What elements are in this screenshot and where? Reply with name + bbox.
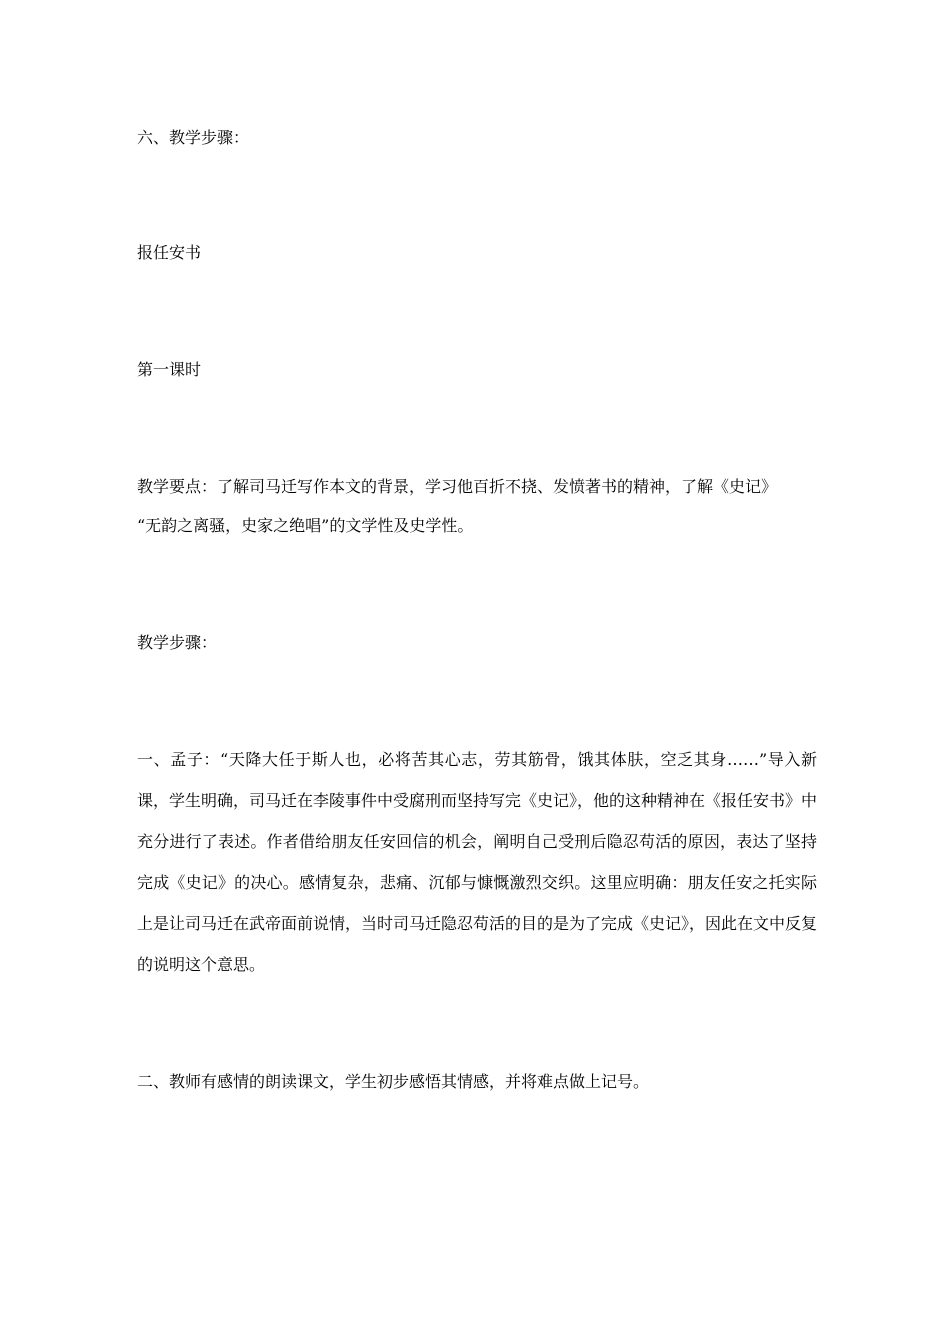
key-points-line-1: 教学要点：了解司马迁写作本文的背景，学习他百折不挠、发愤著书的精神，了解《史记》 — [137, 477, 778, 496]
step-two-paragraph: 二、教师有感情的朗读课文，学生初步感悟其情感，并将难点做上记号。 — [137, 1072, 650, 1091]
steps-heading: 教学步骤： — [137, 633, 218, 652]
section-heading: 六、教学步骤： — [137, 128, 250, 147]
key-points-line-2: “无韵之离骚，史家之绝唱”的文学性及史学性。 — [137, 516, 474, 535]
document-title: 报任安书 — [137, 243, 202, 262]
step-one-paragraph: 一、孟子：“天降大任于斯人也，必将苦其心志，劳其筋骨，饿其体肤，空乏其身……”导入新课，学生明确，司马迁在李陵事件中受腐刑而坚持写完《史记》，他的这种精神在《报任安书》中充分进行了表述。作者借给朋友任安回信的机会，阐明自己受刑后隐忍苟活的原因，表达了坚持完成《史记》的决心。感情复杂，悲痛、沉郁与慷慨激烈交织。这里应明确：朋友任安之托实际上是让司马迁在武帝面前说情，当时司马迁隐忍苟活的目的是为了完成《史记》，因此在文中反复的说明这个意思。 — [137, 750, 818, 974]
lesson-label: 第一课时 — [137, 360, 202, 379]
